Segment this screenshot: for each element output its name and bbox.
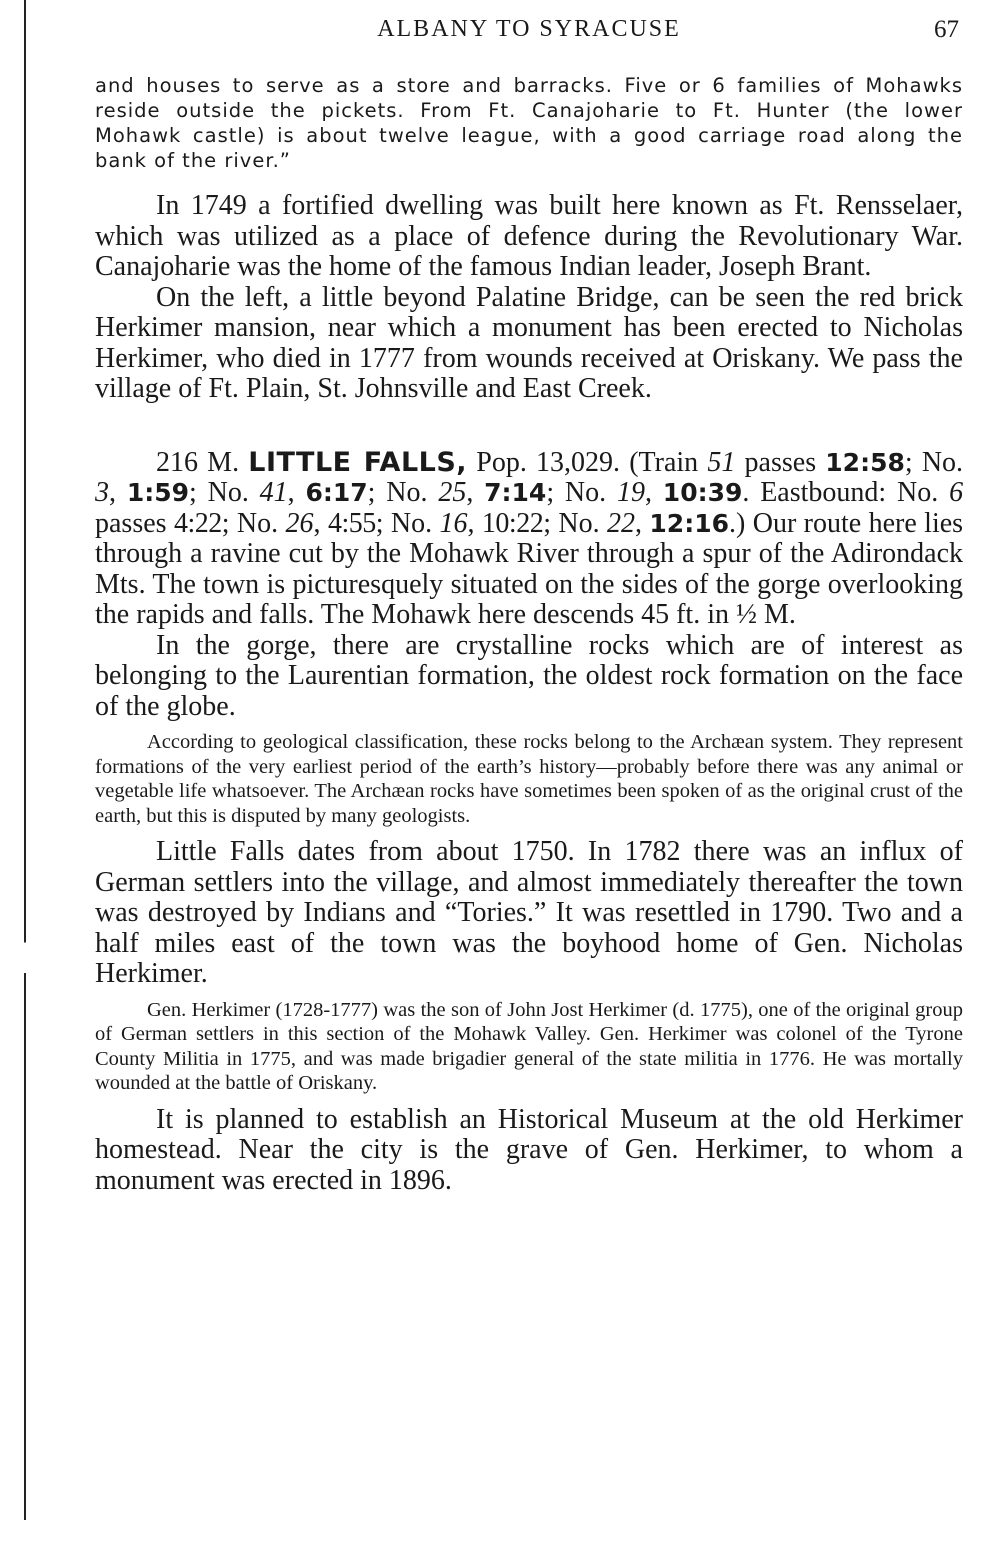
paragraph-fort-rensselaer: In 1749 a fortified dwelling was built here known as Ft. Rensselaer, which was utilized as a place of defence during the Revolutionary War. Canajoharie was the home of the famous Indian leader, Joseph Brant. bbox=[95, 190, 963, 282]
train-no: 51 bbox=[707, 446, 736, 478]
train-time: 6:17 bbox=[305, 478, 368, 507]
paragraph-herkimer-mansion: On the left, a little beyond Palatine Bridge, can be seen the red brick Herkimer mansion, near which a monument has been erected to Nicholas Herkimer, who died in 1777 from wounds received at Oriskany. We pass the village of Ft. Plain, St. Johnsville and East Creek. bbox=[95, 281, 963, 404]
distance-marker: 216 M. bbox=[156, 446, 240, 478]
train-intro: (Train bbox=[629, 446, 699, 478]
note-herkimer: Gen. Herkimer (1728-1777) was the son of John Jost Herkimer (d. 1775), one of the original group of German settlers in this section of the Mohawk Valley. Gen. Herkimer was colonel of the Tyrone County Militia in 1775, and was made brigadier general of the state militia in 1776. He was mortally wounded at the battle of Oriskany. bbox=[95, 998, 963, 1094]
quote-continuation: and houses to serve as a store and barracks. Five or 6 families of Mohawks reside outside the pickets. From Ft. Canajoharie to Ft. Hunter (the lower Mohawk castle) is about twelve league, with a good carriage road along the bank of the river.” bbox=[95, 74, 963, 172]
paragraph-gorge: In the gorge, there are crystalline rocks which are of interest as belonging to the Laurentian formation, the oldest rock formation on the face of the globe. bbox=[95, 629, 963, 722]
train-no: 16 bbox=[439, 507, 468, 539]
page-body bbox=[95, 73, 963, 1196]
note-geology: According to geological classification, these rocks belong to the Archæan system. They represent formations of the very earliest period of the earth’s history—probably before there was any animal or vegetable life whatsoever. The Archæan rocks have sometimes been spoken of as the original crust of the earth, but this is disputed by many geologists. bbox=[95, 731, 963, 827]
train-time: 10:22 bbox=[481, 507, 544, 539]
train-no: 41 bbox=[259, 477, 288, 508]
page-number: 67 bbox=[934, 16, 959, 43]
running-head: ALBANY TO SYRACUSE bbox=[377, 16, 681, 42]
train-time: 4:22 bbox=[173, 507, 222, 539]
train-no: 25 bbox=[438, 477, 467, 508]
train-time: 4:55 bbox=[327, 507, 376, 539]
little-falls-entry: 216 M. LITTLE FALLS, Pop. 13,029. (Train 51 passes 12:58; No. 3, 1:59; No. 41, 6:17; No. 25, 7:14; No. 19, 10:39. Eastbound: No. 6 passes 4:22; No. 26, 4:55; No. 16, 10:22; No. 22, 12:16.) Our route here lies through a ravine cut by the Mohawk River through a spur of the Adirondack Mts. The town is picturesquely situated on the sides of the gorge overlooking the rapids and falls. The Mohawk here descends 45 ft. in ½ M. bbox=[95, 446, 964, 630]
train-no: 26 bbox=[285, 507, 314, 539]
train-no: 22 bbox=[607, 507, 635, 539]
train-no: 19 bbox=[616, 477, 645, 508]
page-header bbox=[95, 16, 963, 56]
population: Pop. 13,029. bbox=[476, 446, 621, 478]
train-time: 10:39 bbox=[662, 478, 743, 507]
page-binding-edge bbox=[24, 0, 26, 1520]
route-description: Our route here lies through a ravine cut by the Mohawk River through a spur of the Adirondack Mts. The town is picturesquely situated on the sides of the gorge overlooking the rapids and falls. The Mohawk here descends 45 ft. in ½ M. bbox=[95, 507, 964, 630]
paragraph-history: Little Falls dates from about 1750. In 1782 there was an influx of German settlers into the village, and almost immediately thereafter the town was destroyed by Indians and “Tories.” It was resettled in 1790. Two and a half miles east of the town was the boyhood home of Gen. Nicholas Herkimer. bbox=[95, 836, 963, 989]
train-time: 7:14 bbox=[484, 478, 547, 507]
eastbound-label: Eastbound: bbox=[760, 477, 887, 508]
train-time: 12:16 bbox=[649, 508, 729, 538]
station-name: LITTLE FALLS, bbox=[248, 446, 468, 478]
paragraph-museum: It is planned to establish an Historical Museum at the old Herkimer homestead. Near the city is the grave of Gen. Herkimer, to whom a monument was erected in 1896. bbox=[95, 1103, 963, 1196]
train-no: 6 bbox=[949, 477, 964, 508]
train-time: 12:58 bbox=[825, 447, 905, 477]
train-no: 3 bbox=[95, 477, 109, 508]
train-time: 1:59 bbox=[126, 478, 190, 507]
